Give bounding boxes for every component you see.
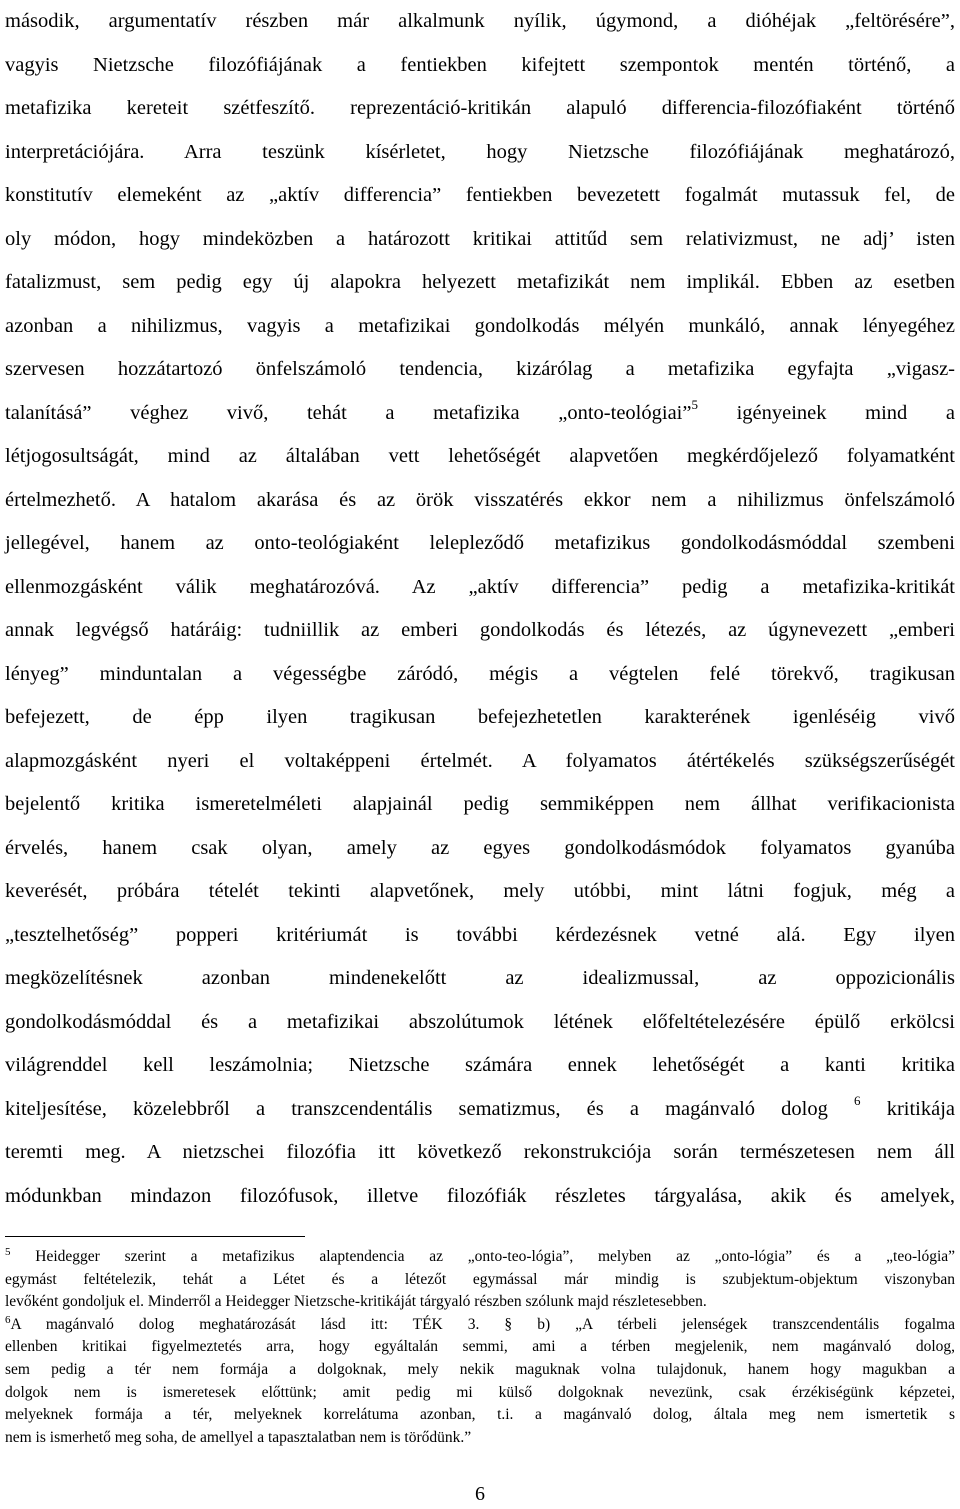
body-line: értelmezhető. A hatalom akarása és az örök visszatérés ekkor nem a nihilizmus önfelszámoló bbox=[5, 488, 955, 511]
body-line: lényeg” minduntalan a végességbe záródó, mégis a végtelen felé törekvő, tragikusan bbox=[5, 662, 955, 685]
footnote-text: Heidegger szerint a metafizikus alaptendencia az „onto-teo-lógia”, melyben az „onto-lógia” és a „teo-lógia” bbox=[35, 1248, 956, 1265]
body-line-tail: igényeinek mind a bbox=[736, 401, 956, 424]
footnote-line bbox=[5, 1314, 955, 1337]
body-line: ellenmozgásként válik meghatározóvá. Az „aktív differencia” pedig a metafizika-kritikát bbox=[5, 575, 955, 598]
body-line: érvelés, hanem csak olyan, amely az egyes gondolkodásmódok folyamatos gyanúba bbox=[5, 836, 955, 859]
body-line: világrenddel kell leszámolnia; Nietzsche számára ennek lehetőségét a kanti kritika bbox=[5, 1054, 955, 1076]
footnotes-section bbox=[5, 1246, 955, 1449]
footnote-line: melyeknek formája a tér, melyeknek korrelátuma azonban, t.i. a magánvaló dolog, általa meg nem ismertetik s bbox=[5, 1406, 955, 1424]
page-number: 6 bbox=[475, 1483, 485, 1505]
footnote-6 bbox=[5, 1314, 955, 1450]
footnote-line: nem is ismerhető meg soha, de amellyel a tapasztalatban nem is törődünk.” bbox=[5, 1428, 472, 1446]
body-line: „tesztelhetőség” popperi kritériumát is további kérdezésnek vetné alá. Egy ilyen bbox=[5, 923, 955, 946]
body-line: metafizika kereteit szétfeszítő. reprezentáció-kritikán alapuló differencia-filozófiaként történő bbox=[5, 97, 955, 119]
body-line: módunkban mindazon filozófusok, illetve filozófiák részletes tárgyalása, akik és amelyek, bbox=[5, 1184, 955, 1207]
footnote-ref-6[interactable]: 6 bbox=[854, 1092, 861, 1108]
body-line: jellegével, hanem az onto-teológiaként lelepleződő metafizikus gondolkodásmóddal szembeni bbox=[5, 532, 955, 554]
body-line: keverését, próbára tételét tekinti alapvetőnek, mely utóbbi, mint látni fogjuk, még a bbox=[5, 880, 955, 902]
footnote-ref-5[interactable]: 5 bbox=[691, 396, 698, 412]
body-line: szervesen hozzátartozó önfelszámoló tendencia, kizárólag a metafizika egyfajta „vigasz- bbox=[5, 358, 955, 380]
body-line-head: kiteljesítése, közelebbről a transzcendentális sematizmus, és a magánvaló dolog bbox=[5, 1097, 828, 1120]
footnote-separator bbox=[5, 1236, 305, 1237]
footnote-line: levőként gondoljuk el. Minderről a Heidegger Nietzsche-kritikáját tárgyaló részben szólunk majd részletesebben. bbox=[5, 1293, 707, 1311]
body-line: konstitutív elemeként az „aktív differencia” fentiekben bevezetett fogalmát mutassuk fel, de bbox=[5, 184, 955, 206]
body-line: létjogosultságát, mind az általában vett lehetőségét alapvetően megkérdőjelező folyamatként bbox=[5, 445, 955, 467]
footnote-line: sem pedig a tér nem formája a dolgoknak, mely nekik maguknak volna tulajdonuk, hanem hogy magukban a bbox=[5, 1360, 955, 1378]
footnote-text: A magánvaló dolog meghatározását lásd itt: TÉK 3. § b) „A térbeli jelenségek transzcendentális fogalma bbox=[10, 1315, 955, 1333]
body-line: azonban a nihilizmus, vagyis a metafizikai gondolkodás mélyén munkáló, annak lényegéhez bbox=[5, 314, 955, 337]
body-line-tail: kritikája bbox=[886, 1097, 956, 1120]
body-line-head: talanításá” véghez vivő, tehát a metafizika „onto-teológiai” bbox=[5, 401, 692, 424]
body-line-with-footnote-6 bbox=[5, 1088, 955, 1132]
body-line: oly módon, hogy mindeközben a határozott kritikai attitűd sem relativizmust, ne adj’ isten bbox=[5, 227, 955, 250]
body-line: annak legvégső határáig: tudniillik az emberi gondolkodás és létezés, az úgynevezett „emberi bbox=[5, 619, 955, 641]
body-line: vagyis Nietzsche filozófiájának a fentiekben kifejtett szempontok mentén történő, a bbox=[5, 53, 955, 76]
footnote-5 bbox=[5, 1246, 955, 1314]
footnote-line: ellenben kritikai figyelmeztetés arra, hogy egyáltalán semmi, ami a térben megjelenik, nem magánvaló dolog, bbox=[5, 1338, 955, 1356]
body-line: befejezett, de épp ilyen tragikusan befejezhetetlen karakterének igenléséig vivő bbox=[5, 706, 955, 728]
body-line: alapmozgásként nyeri el voltaképpeni értelmét. A folyamatos átértékelés szükségszerűségét bbox=[5, 749, 955, 772]
body-line: bejelentő kritika ismeretelméleti alapjainál pedig semmiképpen nem állhat verifikacionista bbox=[5, 793, 955, 815]
body-line: gondolkodásmóddal és a metafizikai abszolútumok létének előfeltételezésére épülő erkölcsi bbox=[5, 1010, 955, 1033]
body-line: második, argumentatív részben már alkalmunk nyílik, úgymond, a dióhéjak „feltörésére”, bbox=[5, 10, 955, 32]
footnote-number: 6 bbox=[5, 1313, 11, 1326]
body-line: fatalizmust, sem pedig egy új alapokra helyezett metafizikát nem implikál. Ebben az esetben bbox=[5, 271, 955, 293]
body-line: teremti meg. A nietzschei filozófia itt következő rekonstrukciója során természetesen nem áll bbox=[5, 1141, 955, 1163]
footnote-line: egymást feltételezik, tehát a Létet és a létezőt egymással már mindig is szubjektum-objektum viszonyban bbox=[5, 1270, 955, 1288]
footnote-line: dolgok nem is ismeretesek előttünk; amit pedig mi külső dolgoknak nevezünk, csak érzékiségünk képzetei, bbox=[5, 1383, 955, 1401]
footnote-line bbox=[5, 1246, 955, 1269]
footnote-number: 5 bbox=[5, 1245, 11, 1258]
main-paragraph bbox=[5, 0, 955, 1218]
body-line-with-footnote-5 bbox=[5, 392, 955, 436]
body-line: interpretációjára. Arra teszünk kísérletet, hogy Nietzsche filozófiájának meghatározó, bbox=[5, 140, 955, 163]
body-line: megközelítésnek azonban mindenekelőtt az idealizmussal, az oppozicionális bbox=[5, 967, 955, 989]
